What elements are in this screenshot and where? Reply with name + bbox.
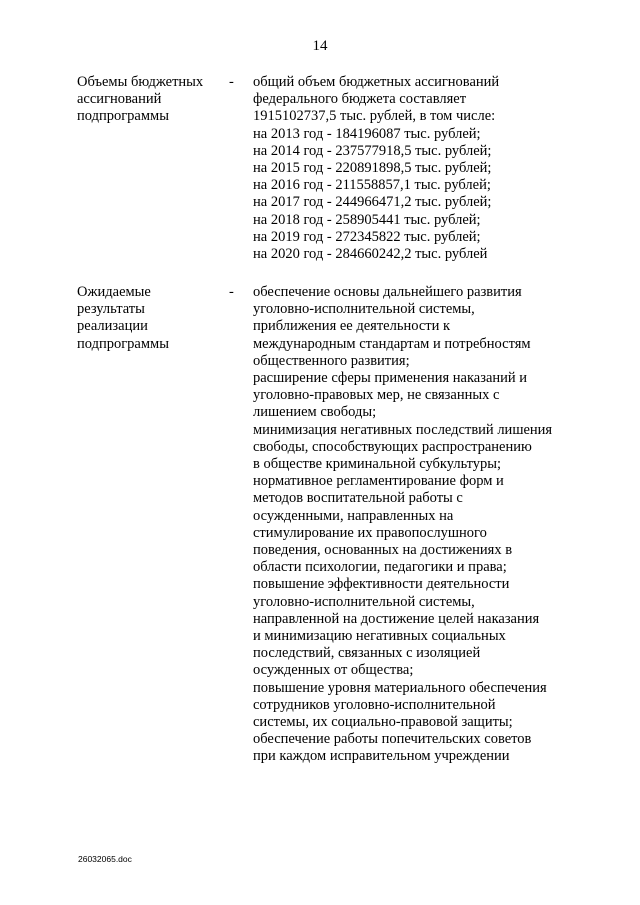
label-line: подпрограммы [77, 108, 169, 125]
content-line: лишением свободы; [253, 404, 377, 421]
content-line: на 2017 год - 244966471,2 тыс. рублей; [253, 194, 492, 211]
page-number: 14 [312, 38, 328, 54]
content-line: на 2015 год - 220891898,5 тыс. рублей; [253, 160, 492, 177]
content-line: свободы, способствующих распространению [253, 438, 532, 455]
content-line: уголовно-правовых мер, не связанных с [253, 387, 500, 404]
content-line: при каждом исправительном учреждении [253, 748, 510, 765]
content-line: и минимизацию негативных социальных [253, 628, 506, 645]
section-content [253, 74, 583, 263]
label-line: реализации [77, 318, 148, 335]
content-line: направленной на достижение целей наказания [253, 610, 540, 627]
content-line: методов воспитательной работы с [253, 490, 463, 507]
content-line: минимизация негативных последствий лишения [253, 421, 553, 438]
content-line: стимулирование их правопослушного [253, 524, 487, 541]
content-line: на 2013 год - 184196087 тыс. рублей; [253, 125, 481, 142]
content-line: общественного развития; [253, 352, 410, 369]
content-line: нормативное регламентирование форм и [253, 473, 504, 490]
content-line: уголовно-исполнительной системы, [253, 301, 475, 318]
label-line: Ожидаемые [77, 284, 151, 300]
content-line: приближения ее деятельности к [253, 318, 451, 335]
content-line: федерального бюджета составляет [253, 91, 467, 108]
content-line: на 2018 год - 258905441 тыс. рублей; [253, 211, 481, 228]
content-line: обеспечение работы попечительских советов [253, 731, 532, 748]
content-line: на 2019 год - 272345822 тыс. рублей; [253, 228, 481, 245]
content-line: поведения, основанных на достижениях в [253, 542, 513, 559]
label-line: Объемы бюджетных [77, 74, 204, 90]
content-line: обеспечение основы дальнейшего развития [253, 284, 522, 300]
content-line: уголовно-исполнительной системы, [253, 593, 475, 610]
content-line: повышение уровня материального обеспечения [253, 679, 547, 696]
content-line: в обществе криминальной субкультуры; [253, 456, 502, 473]
section-dash: - [229, 74, 234, 90]
content-line: осужденными, направленных на [253, 507, 454, 524]
section-content [253, 284, 583, 766]
label-line: ассигнований [77, 91, 162, 108]
label-line: результаты [77, 301, 145, 318]
section-label [77, 284, 217, 353]
section-dash: - [229, 284, 234, 300]
content-line: на 2016 год - 211558857,1 тыс. рублей; [253, 177, 491, 194]
content-line: на 2020 год - 284660242,2 тыс. рублей [253, 246, 488, 263]
content-line: общий объем бюджетных ассигнований [253, 74, 500, 90]
label-line: подпрограммы [77, 335, 169, 352]
document-footer: 26032065.doc [78, 854, 132, 864]
content-line: последствий, связанных с изоляцией [253, 645, 481, 662]
content-line: международным стандартам и потребностям [253, 335, 531, 352]
content-line: 1915102737,5 тыс. рублей, в том числе: [253, 108, 496, 125]
section-label [77, 74, 217, 126]
content-line: на 2014 год - 237577918,5 тыс. рублей; [253, 142, 492, 159]
content-line: расширение сферы применения наказаний и [253, 370, 528, 387]
content-line: осужденных от общества; [253, 662, 414, 679]
content-line: системы, их социально-правовой защиты; [253, 714, 513, 731]
content-line: сотрудников уголовно-исполнительной [253, 696, 496, 713]
content-line: области психологии, педагогики и права; [253, 559, 507, 576]
content-line: повышение эффективности деятельности [253, 576, 510, 593]
